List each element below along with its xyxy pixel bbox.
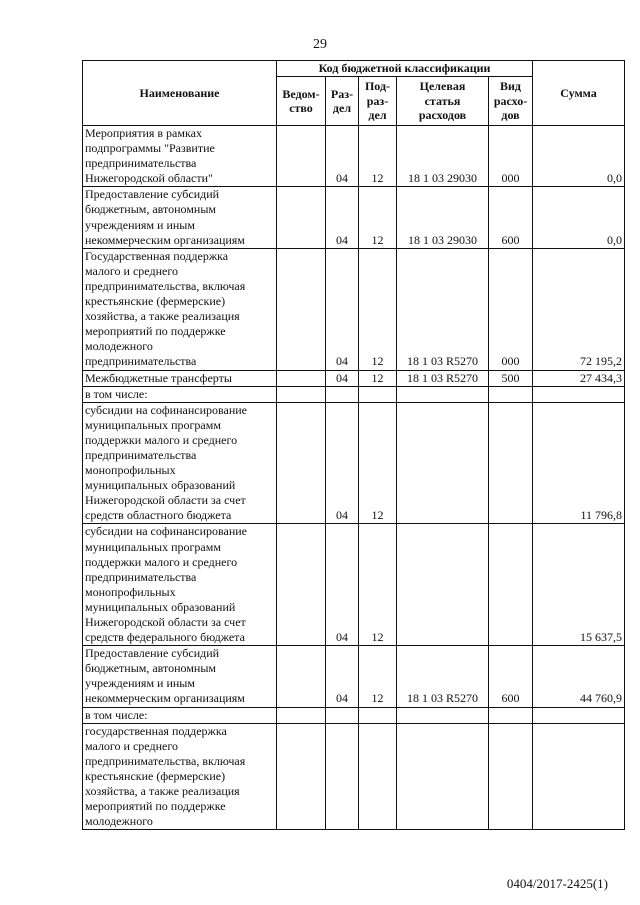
row-statya: 18 1 03 29030 (397, 126, 489, 187)
row-name: Предоставление субсидий бюджетным, автономным учреждениям и иным некоммерческим организациям (83, 187, 277, 248)
header-summa: Сумма (533, 61, 625, 126)
document-code: 0404/2017-2425(1) (506, 876, 608, 891)
row-vid: 000 (489, 126, 533, 187)
row-statya: 18 1 03 R5270 (397, 248, 489, 370)
row-name: Мероприятия в рамках подпрограммы "Развитие предпринимательства Нижегородской области" (83, 126, 277, 187)
row-vid (489, 524, 533, 646)
row-summa (533, 723, 625, 830)
row-vedomstvo (277, 126, 326, 187)
row-summa: 72 195,2 (533, 248, 625, 370)
header-vedomstvo: Ведом- ство (277, 77, 326, 126)
row-vedomstvo (277, 707, 326, 723)
row-statya (397, 524, 489, 646)
table-row (83, 646, 625, 707)
row-vedomstvo (277, 386, 326, 402)
row-name: государственная поддержка малого и среднего предпринимательства, включая крестьянские (фермерские) хозяйства, а также реализация мероприятий по поддержке молодежного (83, 723, 277, 830)
table-row (83, 707, 625, 723)
table-row (83, 370, 625, 386)
table-row (83, 248, 625, 370)
table-row (83, 126, 625, 187)
row-statya: 18 1 03 29030 (397, 187, 489, 248)
row-podrazdel (359, 723, 397, 830)
row-summa: 44 760,9 (533, 646, 625, 707)
row-vedomstvo (277, 370, 326, 386)
row-podrazdel: 12 (359, 370, 397, 386)
row-razdel: 04 (326, 187, 359, 248)
table-row (83, 723, 625, 830)
row-vedomstvo (277, 723, 326, 830)
row-vid: 000 (489, 248, 533, 370)
row-statya (397, 723, 489, 830)
table-row (83, 386, 625, 402)
row-summa: 15 637,5 (533, 524, 625, 646)
row-razdel (326, 707, 359, 723)
row-vid (489, 707, 533, 723)
row-podrazdel: 12 (359, 524, 397, 646)
row-statya (397, 386, 489, 402)
row-name: в том числе: (83, 386, 277, 402)
row-summa: 11 796,8 (533, 402, 625, 524)
row-vedomstvo (277, 248, 326, 370)
row-vedomstvo (277, 524, 326, 646)
table-row (83, 524, 625, 646)
row-vid (489, 723, 533, 830)
row-podrazdel (359, 707, 397, 723)
row-statya (397, 402, 489, 524)
row-vedomstvo (277, 402, 326, 524)
row-summa (533, 386, 625, 402)
header-name: Наименование (83, 61, 277, 126)
row-podrazdel: 12 (359, 402, 397, 524)
row-name: субсидии на софинансирование муниципальных программ поддержки малого и среднего предпринимательства монопрофильных муниципальных образований Нижегородской области за счет средств областного бюджета (83, 402, 277, 524)
header-tselevaya-statya: Целевая статья расходов (397, 77, 489, 126)
row-summa: 0,0 (533, 126, 625, 187)
row-statya: 18 1 03 R5270 (397, 370, 489, 386)
row-podrazdel: 12 (359, 187, 397, 248)
header-podrazdel: Под- раз- дел (359, 77, 397, 126)
header-code-group: Код бюджетной классификации (277, 61, 533, 77)
row-vedomstvo (277, 646, 326, 707)
row-summa: 27 434,3 (533, 370, 625, 386)
row-podrazdel: 12 (359, 646, 397, 707)
row-name: субсидии на софинансирование муниципальных программ поддержки малого и среднего предпринимательства монопрофильных муниципальных образований Нижегородской области за счет средств федерального бюджета (83, 524, 277, 646)
row-razdel: 04 (326, 646, 359, 707)
row-vid: 600 (489, 187, 533, 248)
row-razdel: 04 (326, 248, 359, 370)
page-number: 29 (313, 37, 327, 52)
row-razdel (326, 723, 359, 830)
row-vedomstvo (277, 187, 326, 248)
table-row (83, 402, 625, 524)
row-summa (533, 707, 625, 723)
row-summa: 0,0 (533, 187, 625, 248)
row-name: Государственная поддержка малого и среднего предпринимательства, включая крестьянские (фермерские) хозяйства, а также реализация мероприятий по поддержке молодежного предпринимательства (83, 248, 277, 370)
row-statya: 18 1 03 R5270 (397, 646, 489, 707)
row-podrazdel: 12 (359, 126, 397, 187)
row-vid: 600 (489, 646, 533, 707)
row-vid (489, 402, 533, 524)
table-row (83, 187, 625, 248)
row-vid (489, 386, 533, 402)
row-razdel: 04 (326, 370, 359, 386)
row-name: в том числе: (83, 707, 277, 723)
header-razdel: Раз- дел (326, 77, 359, 126)
row-podrazdel: 12 (359, 248, 397, 370)
row-vid: 500 (489, 370, 533, 386)
row-statya (397, 707, 489, 723)
budget-table (82, 60, 625, 830)
row-razdel: 04 (326, 402, 359, 524)
row-razdel (326, 386, 359, 402)
row-podrazdel (359, 386, 397, 402)
row-razdel: 04 (326, 126, 359, 187)
row-name: Межбюджетные трансферты (83, 370, 277, 386)
header-vid-rashodov: Вид расхо- дов (489, 77, 533, 126)
row-name: Предоставление субсидий бюджетным, автономным учреждениям и иным некоммерческим организациям (83, 646, 277, 707)
row-razdel: 04 (326, 524, 359, 646)
